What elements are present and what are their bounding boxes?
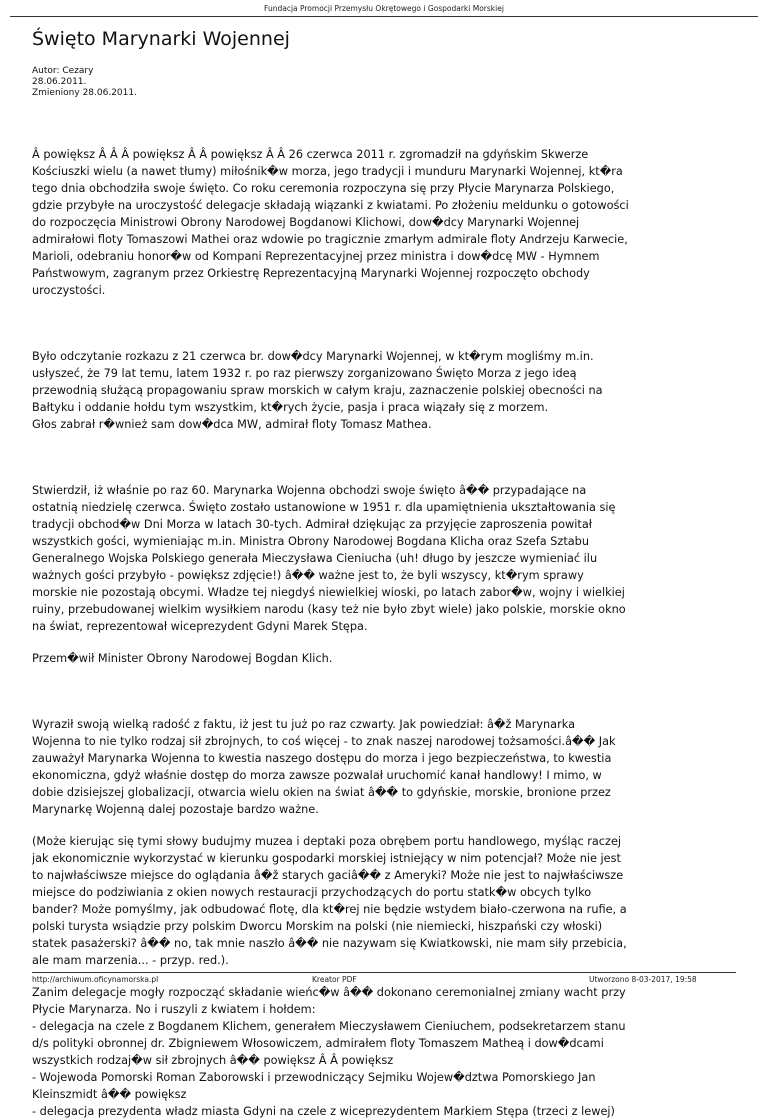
- modified-line: Zmieniony 28.06.2011.: [32, 88, 137, 98]
- article-title: Święto Marynarki Wojennej: [32, 28, 290, 50]
- paragraph-7: Zanim delegacje mogły rozpocząć składanie wieńc�w â�� dokonano ceremonialnej zmiany wacht przy Płycie Marynarza. No i ruszyli z kwiatem i hołdem: - delegacja na czele z Bogdanem Klichem, generałem Mieczysławem Cieniuchem, podsekretarzem stanu d/s polityki obronnej dr. Zbigniewem Włosowiczem, admirałem floty Tomaszem Matheą i dow�dcami wszystkich rodzaj�w sił zbrojnych â�� powiększ Â Â powiększ - Wojewoda Pomorski Roman Zaborowski i przewodniczący Sejmiku Wojew�dztwa Pomorskiego Jan Kleinszmidt â�� powiększ - delegacja prezydenta władz miasta Gdyni na czele z wiceprezydentem Markiem Stępa (trzeci z lewej): [32, 986, 626, 1118]
- article-meta: [32, 66, 137, 99]
- paragraph-4: Przem�wił Minister Obrony Narodowej Bogdan Klich.: [32, 652, 333, 665]
- footer-source-url: http://archiwum.oficynamorska.pl: [32, 975, 159, 984]
- footer-generator: Kreator PDF: [312, 975, 357, 984]
- page-header: Fundacja Promocji Przemysłu Okrętowego i Gospodarki Morskiej: [264, 4, 504, 13]
- footer-created: Utworzono 8-03-2017, 19:58: [589, 975, 697, 984]
- paragraph-5: Wyraził swoją wielką radość z faktu, iż jest tu już po raz czwarty. Jak powiedział: â�ž Marynarka Wojenna to nie tylko rodzaj sił zbrojnych, to coś więcej - to znak naszej narodowej tożsamości.â�� Jak zauważył Marynarka Wojenna to kwestia naszego dostępu do morza i jego bezpieczeństwa, to kwestia ekonomiczna, gdyż właśnie dostęp do morza zawsze pozwalał uruchomić kanał handlowy! I mimo, w dobie dzisiejszej globalizacji, otwarcia wielu okien na świat â�� to gdyńskie, morskie, bronione przez Marynarkę Wojenną dalej pozostaje bardzo ważne.: [32, 718, 616, 816]
- author-line: Autor: Cezary: [32, 66, 94, 76]
- header-divider: [10, 16, 758, 17]
- date-line: 28.06.2011.: [32, 77, 87, 87]
- paragraph-2: Było odczytanie rozkazu z 21 czerwca br. dow�dcy Marynarki Wojennej, w kt�rym mogliśmy m.in. usłyszeć, że 79 lat temu, latem 1932 r. po raz pierwszy zorganizowano Święto Morza z jego ideą przewodnią służącą propagowaniu spraw morskich w całym kraju, zaznaczenie polskiej obecności na Bałtyku i oddanie hołdu tym wszystkim, kt�rych życie, pasja i praca wiązały się z morzem. Głos zabrał r�wnież sam dow�dca MW, admirał floty Tomasz Mathea.: [32, 350, 603, 431]
- paragraph-1: Â powiększ Â Â Â powiększ Â Â powiększ Â Â 26 czerwca 2011 r. zgromadził na gdyńskim Skwerze Kościuszki wielu (a nawet tłumy) miłośnik�w morza, jego tradycji i munduru Marynarki Wojennej, kt�ra tego dnia obchodziła swoje święto. Co roku ceremonia rozpoczyna się przy Płycie Marynarza Polskiego, gdzie przybyłe na uroczystość delegacje składają wiązanki z kwiatami. Po złożeniu meldunku o gotowości do rozpoczęcia Ministrowi Obrony Narodowej Bogdanowi Klichowi, dow�dcy Marynarki Wojennej admirałowi floty Tomaszowi Mathei oraz wdowie po tragicznie zmarłym admirale floty Andrzeju Karwecie, Marioli, odebraniu honor�w od Kompani Reprezentacyjnej przez ministra i dow�dcę MW - Hymnem Państwowym, zagranym przez Orkiestrę Reprezentacyjną Marynarki Wojennej rozpoczęto obchody uroczystości.: [32, 148, 629, 297]
- footer-divider: [32, 972, 736, 973]
- article-body: [32, 146, 732, 1120]
- paragraph-3: Stwierdził, iż właśnie po raz 60. Marynarka Wojenna obchodzi swoje święto â�� przypadające na ostatnią niedzielę czerwca. Święto zostało ustanowione w 1951 r. dla upamiętnienia ukształtowania się tradycji obchod�w Dni Morza w latach 30-tych. Admirał dziękując za przyjęcie zaproszenia powitał wszystkich gości, wymieniając m.in. Ministra Obrony Narodowej Bogdana Klicha oraz Szefa Sztabu Generalnego Wojska Polskiego generała Mieczysława Cieniucha (uh! długo by jeszcze wymieniać ilu ważnych gości przybyło - powiększ zdjęcie!) â�� ważne jest to, że byli wszyscy, kt�rym sprawy morskie nie pozostają obcymi. Władze tej niegdyś niewielkiej wioski, po latach zabor�w, wojny i wielkiej ruiny, przebudowanej wielkim wysiłkiem narodu (kasy też nie było zbyt wiele) jako polskie, morskie okno na świat, reprezentował wiceprezydent Gdyni Marek Stępa.: [32, 484, 626, 633]
- paragraph-6: (Może kierując się tymi słowy budujmy muzea i deptaki poza obrębem portu handlowego, myśląc raczej jak ekonomicznie wykorzystać w kierunku gospodarki morskiej istniejący w nim potencjał? Może nie jest to najwłaściwsze miejsce do oglądania â�ž starych gaciâ�� z Ameryki? Może nie jest to najwłaściwsze miejsce do podziwiania z okien nowych restauracji przychodzących do portu statk�w obcych tylko bander? Może pomyślmy, jak odbudować flotę, dla kt�rej nie będzie wstydem biało-czerwona na rufie, a polski turysta wsiądzie przy polskim Dworcu Morskim na polski (nie niemiecki, hiszpański czy włoski) statek pasażerski? â�� no, tak mnie naszło â�� nie nazywam się Kwiatkowski, nie mam siły przebicia, ale mam marzenia... - przyp. red.).: [32, 835, 627, 967]
